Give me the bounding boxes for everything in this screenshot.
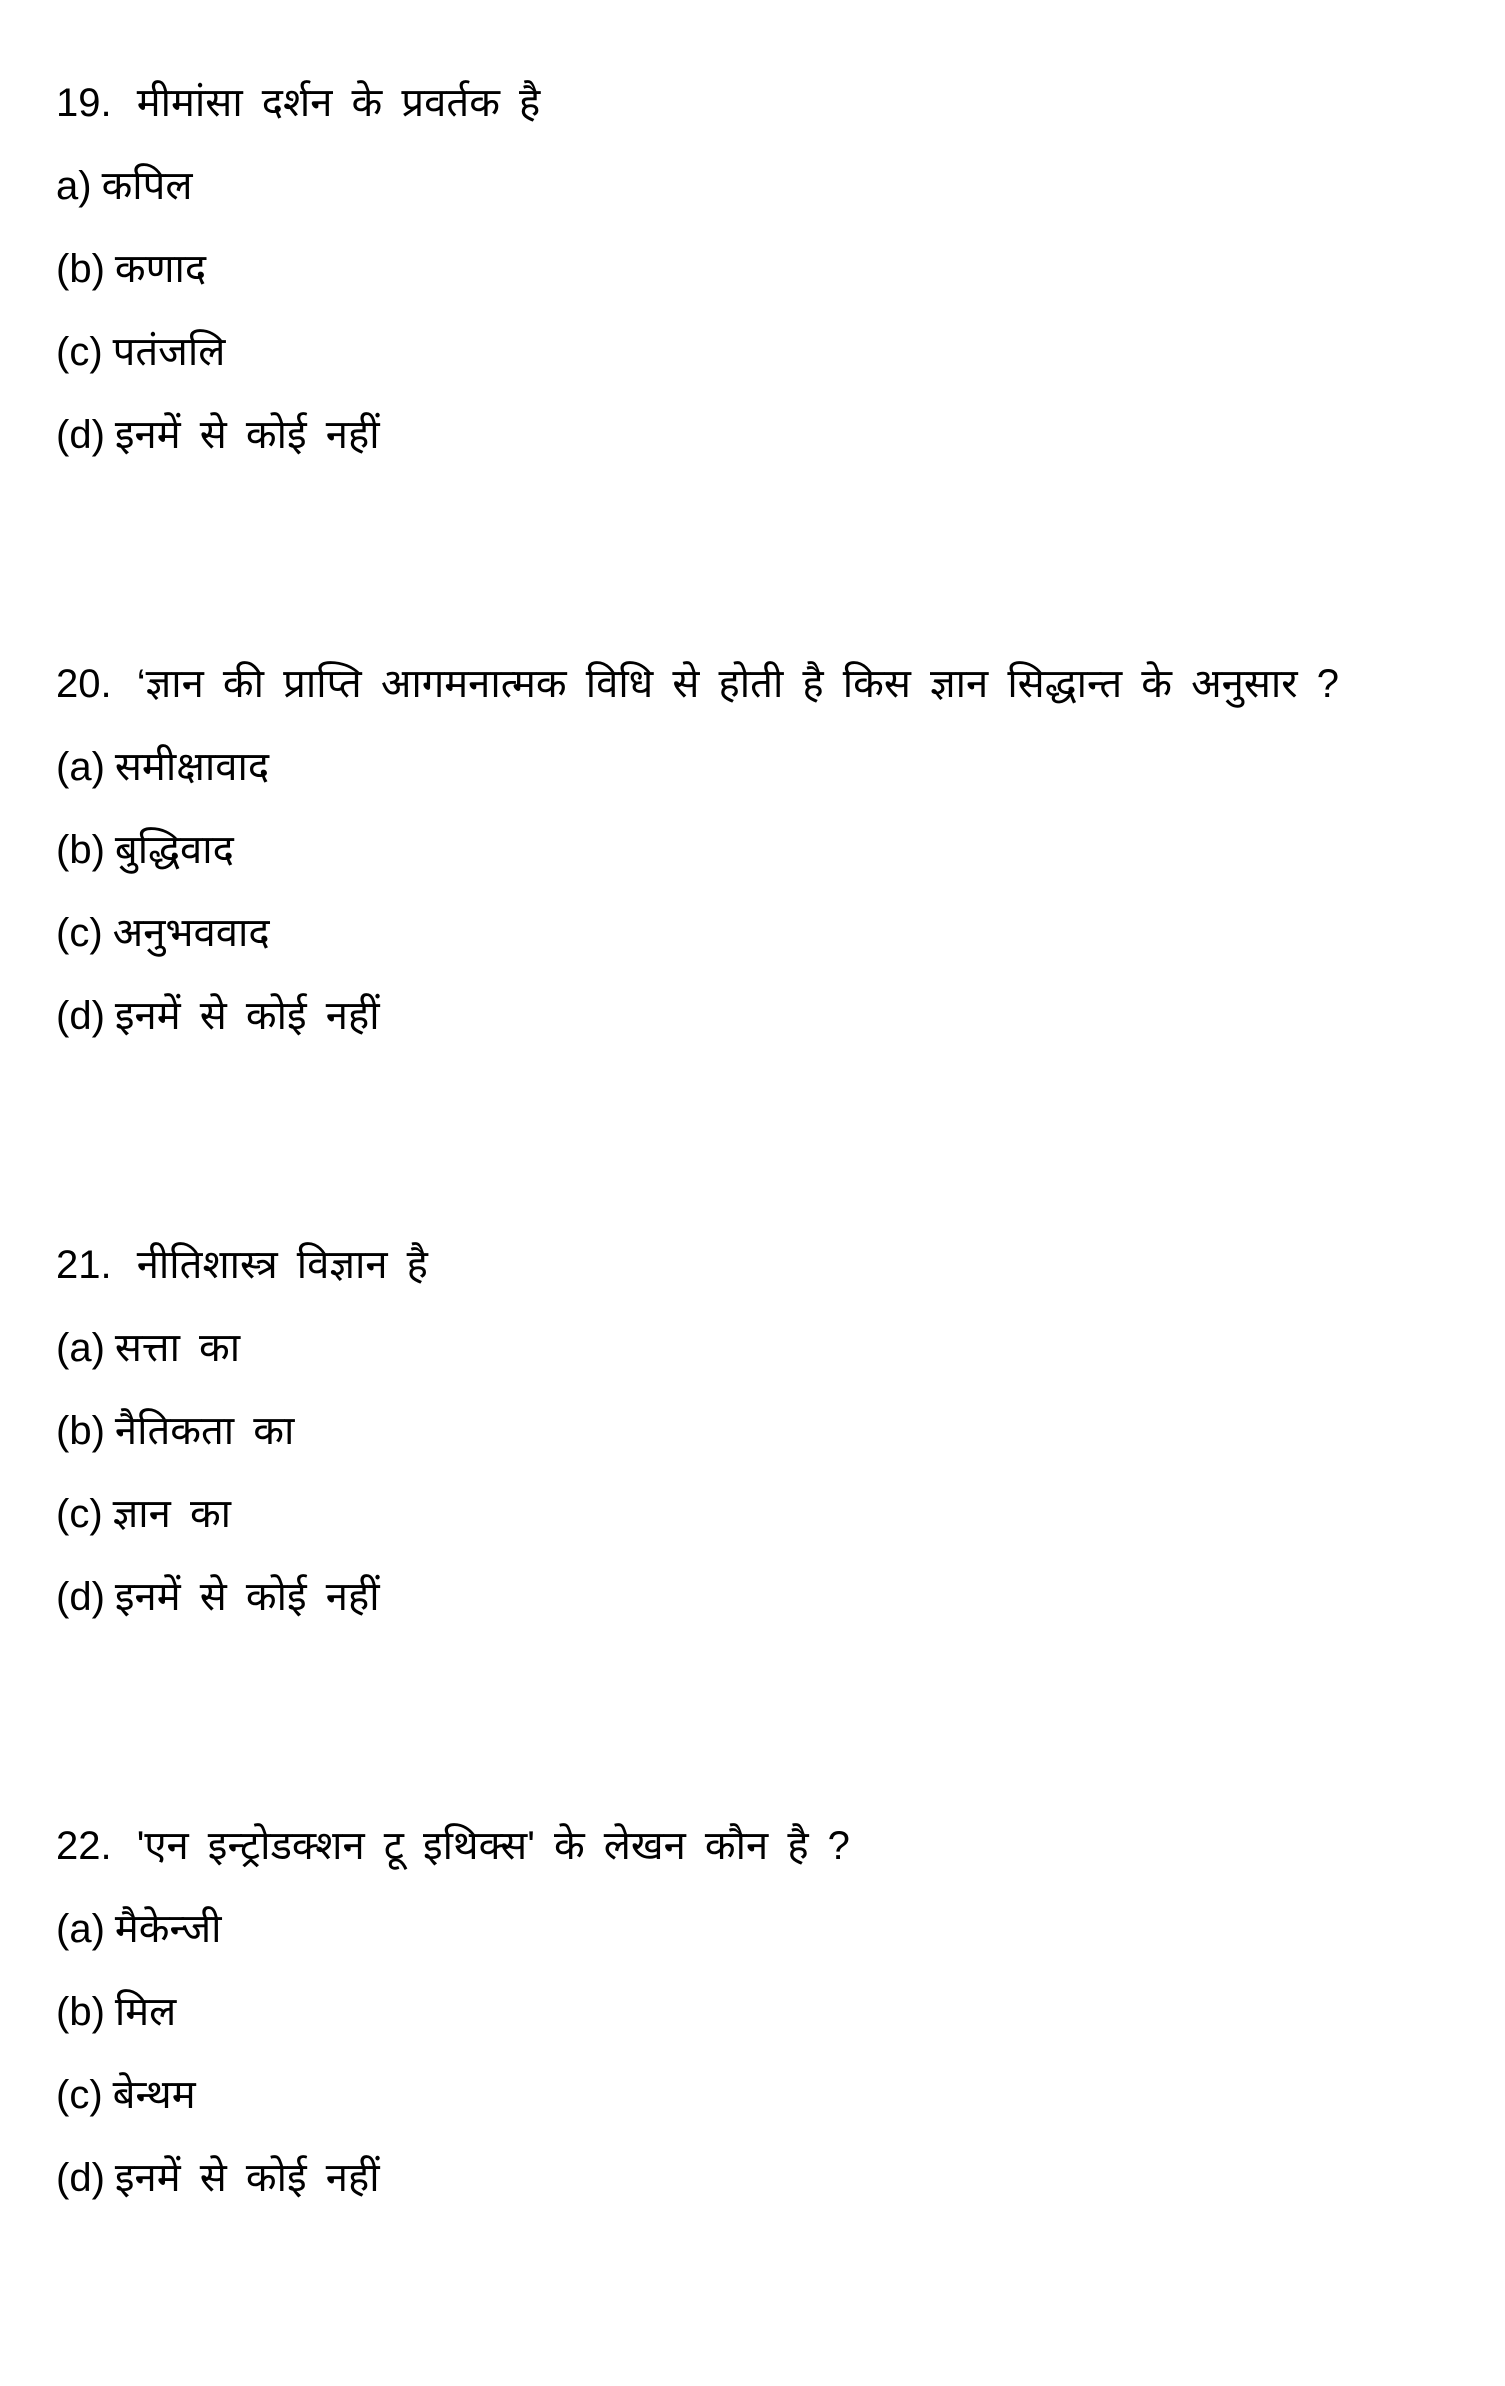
question-stem — [56, 62, 1476, 145]
question-19 — [56, 62, 1476, 477]
option-c — [56, 1473, 1476, 1556]
question-page — [56, 62, 1476, 2386]
question-text: 'एन इन्ट्रोडक्शन टू इथिक्स' के लेखन कौन है ? — [136, 1824, 850, 1868]
option-text: ज्ञान का — [112, 1492, 232, 1536]
option-c — [56, 311, 1476, 394]
question-number: 19. — [56, 81, 112, 125]
option-text: इनमें से कोई नहीं — [114, 2156, 380, 2200]
option-b — [56, 1971, 1476, 2054]
question-text: ‘ज्ञान की प्राप्ति आगमनात्मक विधि से होती है किस ज्ञान सिद्धान्त के अनुसार ? — [136, 662, 1339, 706]
option-label: (a) — [56, 745, 105, 789]
option-label: a) — [56, 164, 92, 208]
option-label: (b) — [56, 247, 105, 291]
option-label: (b) — [56, 828, 105, 872]
option-label: (a) — [56, 1326, 105, 1370]
option-d — [56, 394, 1476, 477]
option-d — [56, 975, 1476, 1058]
option-d — [56, 2137, 1476, 2220]
option-b — [56, 1390, 1476, 1473]
option-text: मिल — [114, 1990, 177, 2034]
option-text: इनमें से कोई नहीं — [114, 994, 380, 1038]
option-text: सत्ता का — [114, 1326, 241, 1370]
option-label: (b) — [56, 1990, 105, 2034]
option-c — [56, 892, 1476, 975]
option-c — [56, 2054, 1476, 2137]
option-text: कपिल — [101, 164, 193, 208]
option-a — [56, 1307, 1476, 1390]
option-text: इनमें से कोई नहीं — [114, 1575, 380, 1619]
question-number: 20. — [56, 662, 112, 706]
option-text: नैतिकता का — [114, 1409, 295, 1453]
option-label: (a) — [56, 1907, 105, 1951]
option-label: (c) — [56, 2073, 103, 2117]
option-text: पतंजलि — [112, 330, 226, 374]
question-text: मीमांसा दर्शन के प्रवर्तक है — [136, 81, 541, 125]
option-label: (c) — [56, 911, 103, 955]
option-text: समीक्षावाद — [114, 745, 270, 789]
question-number: 22. — [56, 1824, 112, 1868]
option-label: (d) — [56, 1575, 105, 1619]
option-text: अनुभववाद — [112, 911, 270, 955]
option-label: (c) — [56, 1492, 103, 1536]
option-a — [56, 726, 1476, 809]
question-number: 21. — [56, 1243, 112, 1287]
question-21 — [56, 1224, 1476, 1639]
option-d — [56, 1556, 1476, 1639]
option-b — [56, 809, 1476, 892]
option-label: (d) — [56, 994, 105, 1038]
option-b — [56, 228, 1476, 311]
option-a — [56, 1888, 1476, 1971]
option-label: (c) — [56, 330, 103, 374]
option-text: इनमें से कोई नहीं — [114, 413, 380, 457]
question-stem — [56, 1805, 1476, 1888]
question-stem — [56, 643, 1476, 726]
option-label: (d) — [56, 413, 105, 457]
option-text: बेन्थम — [112, 2073, 196, 2117]
option-text: कणाद — [114, 247, 207, 291]
question-22 — [56, 1805, 1476, 2220]
question-20 — [56, 643, 1476, 1058]
question-stem — [56, 1224, 1476, 1307]
option-a — [56, 145, 1476, 228]
question-text: नीतिशास्त्र विज्ञान है — [136, 1243, 428, 1287]
option-label: (b) — [56, 1409, 105, 1453]
option-text: मैकेन्जी — [114, 1907, 222, 1951]
option-text: बुद्धिवाद — [114, 828, 234, 872]
option-label: (d) — [56, 2156, 105, 2200]
